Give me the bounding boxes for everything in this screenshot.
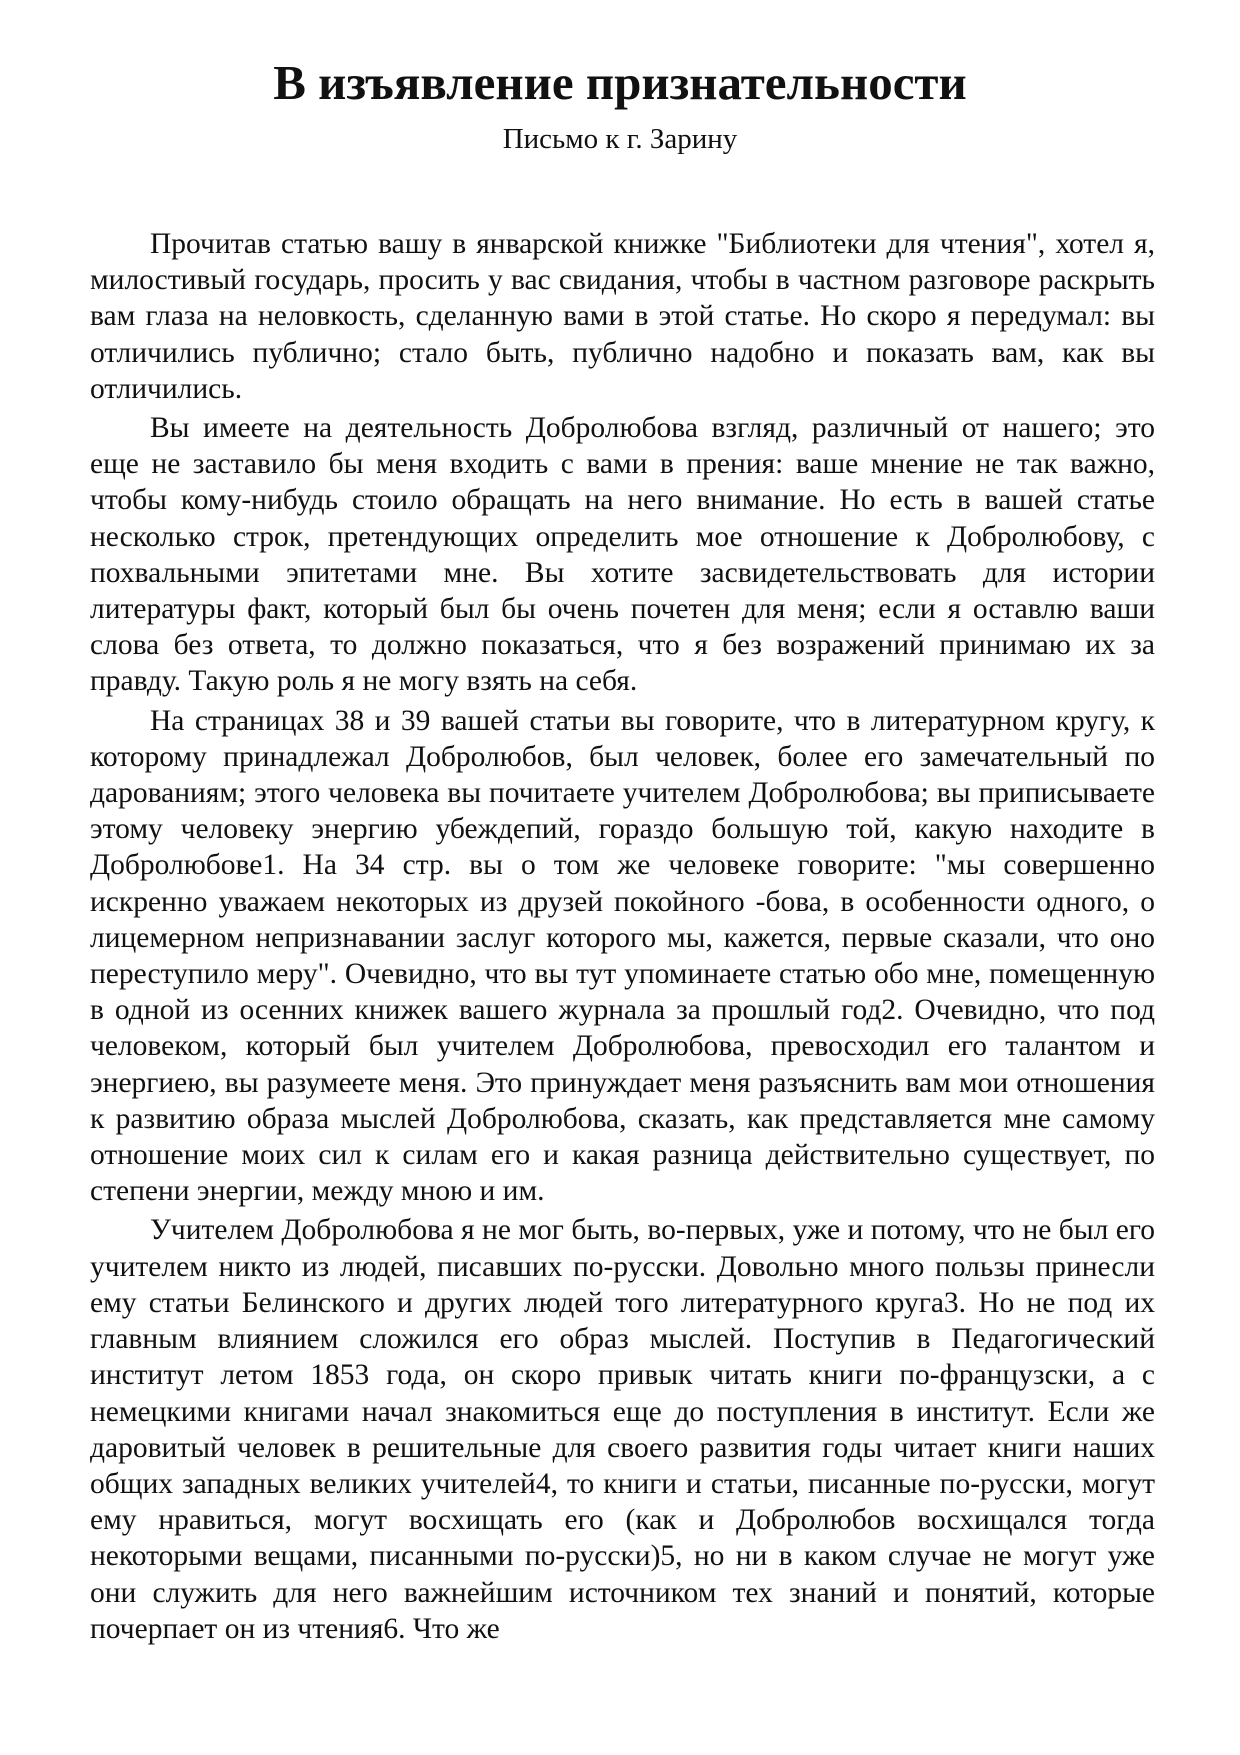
paragraph: На страницах 38 и 39 вашей статьи вы говорите, что в литературном кругу, к которому принадлежал Добролюбов, был человек, более его замечательный по дарованиям; этого человека вы почитаете учителем Добролюбова; вы приписываете этому человеку энергию убеждепий, гораздо большую той, какую находите в Добролюбове1. На 34 стр. вы о том же человеке говорите: "мы совершенно искренно уважаем некоторых из друзей покойного -бова, в особенности одного, о лицемерном непризнавании заслуг которого мы, кажется, первые сказали, что оно переступило меру". Очевидно, что вы тут упоминаете статью обо мне, помещенную в одной из осенних книжек вашего журнала за прошлый год2. Очевидно, что под человеком, который был учителем Добролюбова, превосходил его талантом и энергиею, вы разумеете меня. Это принуждает меня разъяснить вам мои отношения к развитию образа мыслей Добролюбова, сказать, как представляется мне самому отношение моих сил к силам его и какая разница действительно существует, по степени энергии, между мною и им.	[90, 704, 1155, 1208]
paragraph: Прочитав статью вашу в январской книжке "Библиотеки для чтения", хотел я, милостивый государь, просить у вас свидания, чтобы в частном разговоре раскрыть вам глаза на неловкость, сделанную вами в этой статье. Но скоро я передумал: вы отличились публично; стало быть, публично надобно и показать вам, как вы отличились.	[90, 228, 1155, 405]
paragraph: Учителем Добролюбова я не мог быть, во-первых, уже и потому, что не был его учителем никто из людей, писавших по-русски. Довольно много пользы принесли ему статьи Белинского и других людей того литературного круга3. Но не под их главным влиянием сложился его образ мыслей. Поступив в Педагогический институт летом 1853 года, он скоро привык читать книги по-французски, а с немецкими книгами начал знакомиться еще до поступления в институт. Если же даровитый человек в решительные для своего развития годы читает книги наших общих западных великих учителей4, то книги и статьи, писанные по-русски, могут ему нравиться, могут восхищать его (как и Добролюбов восхищался тогда некоторыми вещами, писанными по-русски)5, но ни в каком случае не могут уже они служить для него важнейшим источником тех знаний и понятий, которые почерпает он из чтения6. Что же	[90, 1214, 1155, 1645]
paragraph: Вы имеете на деятельность Добролюбова взгляд, различный от нашего; это еще не заставило бы меня входить с вами в прения: ваше мнение не так важно, чтобы кому-нибудь стоило обращать на него внимание. Но есть в вашей статье несколько строк, претендующих определить мое отношение к Добролюбову, с похвальными эпитетами мне. Вы хотите засвидетельствовать для истории литературы факт, который был бы очень почетен для меня; если я оставлю ваши слова без ответа, то должно показаться, что я без возражений принимаю их за правду. Такую роль я не могу взять на себя.	[90, 412, 1155, 698]
document-subtitle: Письмо к г. Зарину	[502, 123, 738, 155]
document-body	[90, 226, 1155, 1650]
document-title: В изъявление признательности	[273, 55, 967, 110]
